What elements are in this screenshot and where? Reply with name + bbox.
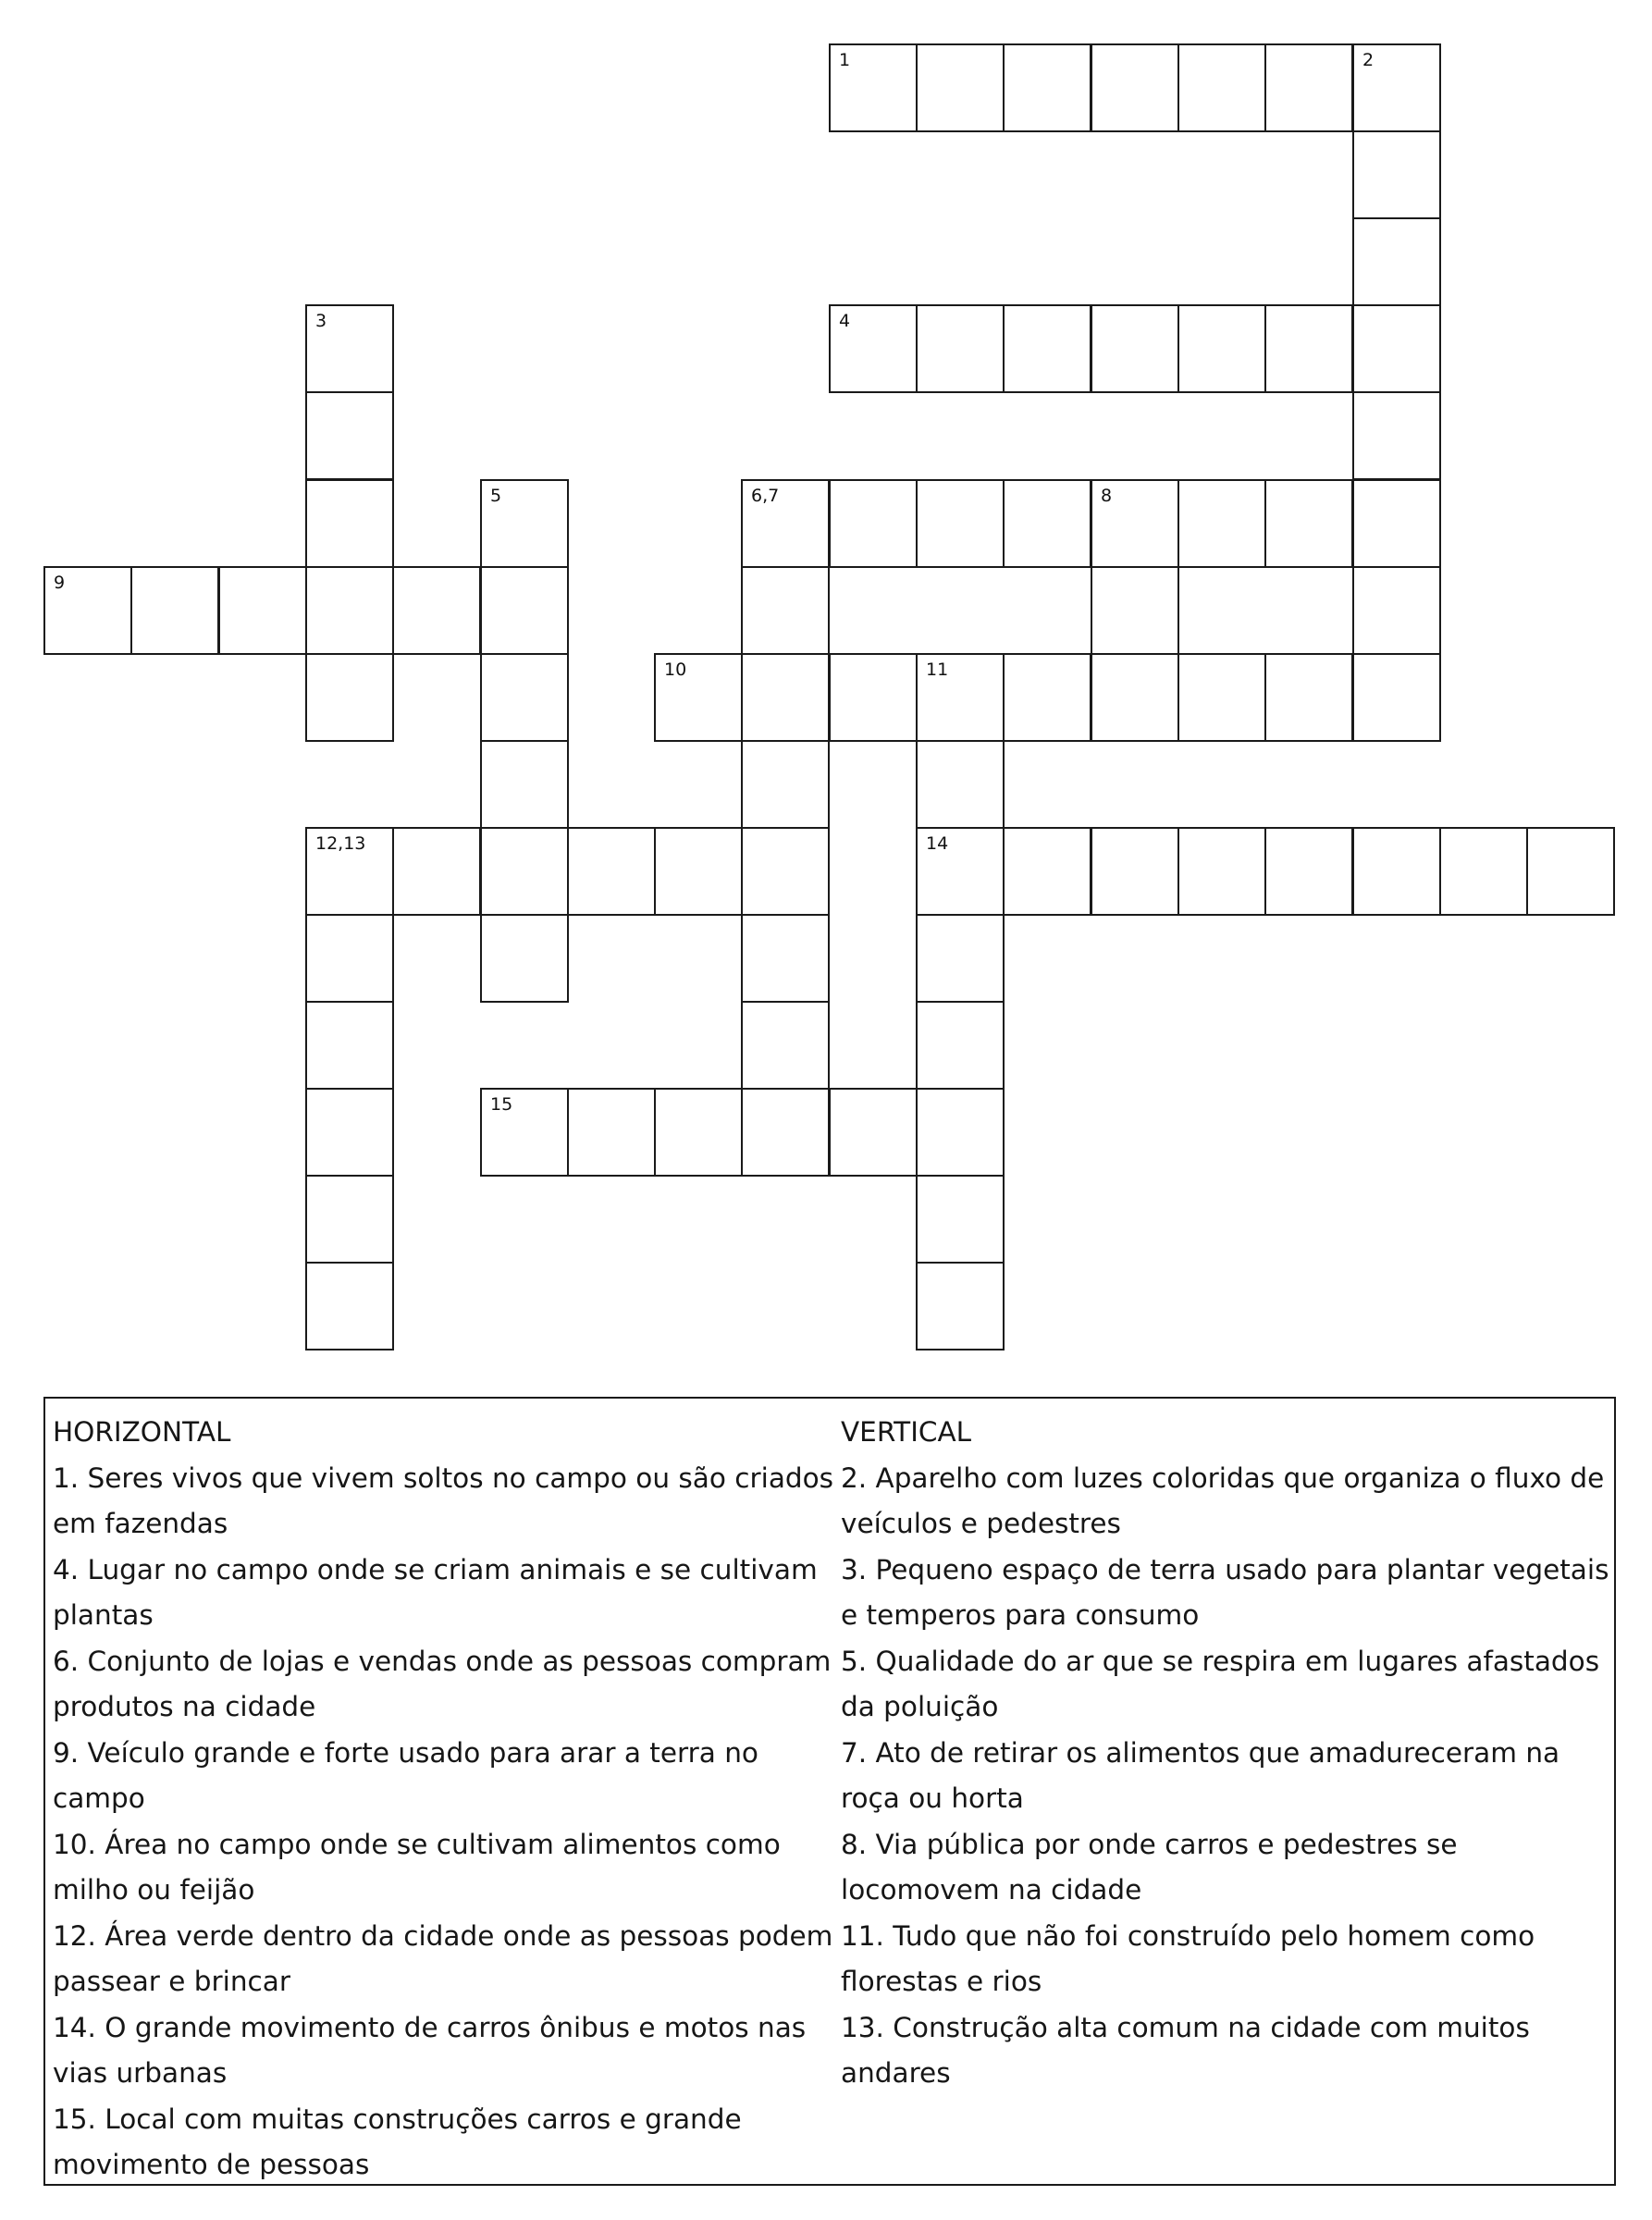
clue-h-10: 10. Área no campo onde se cultivam alimentos como milho ou feijão <box>53 1828 781 1906</box>
grid-cell[interactable] <box>1526 827 1615 916</box>
grid-cell[interactable] <box>1352 130 1441 219</box>
grid-cell[interactable] <box>741 914 830 1003</box>
grid-cell[interactable] <box>1091 566 1179 655</box>
grid-cell[interactable] <box>392 827 481 916</box>
grid-cell[interactable] <box>1091 827 1179 916</box>
grid-cell[interactable] <box>1003 653 1091 742</box>
clue-number: 10 <box>664 660 687 680</box>
grid-cell[interactable] <box>829 653 918 742</box>
grid-cell[interactable] <box>741 653 830 742</box>
grid-cell[interactable] <box>829 479 918 568</box>
grid-cell[interactable] <box>741 1088 830 1177</box>
grid-cell[interactable] <box>1003 43 1091 132</box>
grid-cell[interactable] <box>305 827 394 916</box>
clue-v-3: 3. Pequeno espaço de terra usado para plantar vegetais e temperos para consumo <box>841 1553 1609 1631</box>
grid-cell[interactable] <box>305 653 394 742</box>
grid-cell[interactable] <box>1091 653 1179 742</box>
clue-number: 4 <box>839 311 851 331</box>
vertical-clues <box>841 1410 1613 2097</box>
grid-cell[interactable] <box>1352 304 1441 393</box>
clue-number: 6,7 <box>751 486 780 506</box>
clue-number: 2 <box>1362 50 1375 70</box>
grid-cell[interactable] <box>305 1175 394 1264</box>
clue-number: 14 <box>926 833 949 854</box>
grid-cell[interactable] <box>829 43 918 132</box>
clue-number: 3 <box>315 311 327 331</box>
grid-cell[interactable] <box>1091 479 1179 568</box>
grid-cell[interactable] <box>916 827 1005 916</box>
clues-box <box>43 1397 1616 2186</box>
grid-cell[interactable] <box>1264 653 1353 742</box>
grid-cell[interactable] <box>218 566 307 655</box>
grid-cell[interactable] <box>1003 827 1091 916</box>
clue-h-15: 15. Local com muitas construções carros e grande movimento de pessoas <box>53 2103 742 2180</box>
grid-cell[interactable] <box>654 827 743 916</box>
grid-cell[interactable] <box>916 740 1005 829</box>
grid-cell[interactable] <box>1003 304 1091 393</box>
clue-v-8: 8. Via pública por onde carros e pedestres se locomovem na cidade <box>841 1828 1458 1906</box>
grid-cell[interactable] <box>1352 566 1441 655</box>
grid-cell[interactable] <box>305 566 394 655</box>
clue-number: 15 <box>490 1094 513 1115</box>
grid-cell[interactable] <box>1264 827 1353 916</box>
grid-cell[interactable] <box>916 43 1005 132</box>
clue-h-14: 14. O grande movimento de carros ônibus e motos nas vias urbanas <box>53 2011 807 2089</box>
grid-cell[interactable] <box>1177 653 1266 742</box>
grid-cell[interactable] <box>916 914 1005 1003</box>
grid-cell[interactable] <box>1091 304 1179 393</box>
grid-cell[interactable] <box>480 653 569 742</box>
clue-number: 8 <box>1101 486 1113 506</box>
grid-cell[interactable] <box>1177 304 1266 393</box>
grid-cell[interactable] <box>741 827 830 916</box>
grid-cell[interactable] <box>305 391 394 480</box>
grid-cell[interactable] <box>1264 479 1353 568</box>
clue-h-6: 6. Conjunto de lojas e vendas onde as pessoas compram produtos na cidade <box>53 1645 832 1722</box>
grid-cell[interactable] <box>305 914 394 1003</box>
grid-cell[interactable] <box>480 566 569 655</box>
grid-cell[interactable] <box>654 653 743 742</box>
grid-cell[interactable] <box>1003 479 1091 568</box>
grid-cell[interactable] <box>1352 479 1441 568</box>
grid-cell[interactable] <box>1352 653 1441 742</box>
clue-h-9: 9. Veículo grande e forte usado para arar a terra no campo <box>53 1736 758 1814</box>
clue-v-2: 2. Aparelho com luzes coloridas que organiza o fluxo de veículos e pedestres <box>841 1462 1605 1539</box>
grid-cell[interactable] <box>1177 43 1266 132</box>
grid-cell[interactable] <box>1439 827 1528 916</box>
grid-cell[interactable] <box>1352 43 1441 132</box>
grid-cell[interactable] <box>480 1088 569 1177</box>
grid-cell[interactable] <box>916 479 1005 568</box>
grid-cell[interactable] <box>741 740 830 829</box>
grid-cell[interactable] <box>1352 391 1441 480</box>
clue-v-11: 11. Tudo que não foi construído pelo homem como florestas e rios <box>841 1919 1535 1997</box>
clue-h-4: 4. Lugar no campo onde se criam animais e se cultivam plantas <box>53 1553 818 1631</box>
grid-cell[interactable] <box>1091 43 1179 132</box>
clue-h-12: 12. Área verde dentro da cidade onde as pessoas podem passear e brincar <box>53 1919 833 1997</box>
grid-cell[interactable] <box>1264 43 1353 132</box>
grid-cell[interactable] <box>43 566 132 655</box>
horizontal-title: HORIZONTAL <box>53 1416 231 1448</box>
grid-cell[interactable] <box>1177 479 1266 568</box>
clue-number: 12,13 <box>315 833 366 854</box>
clue-number: 1 <box>839 50 851 70</box>
grid-cell[interactable] <box>305 1088 394 1177</box>
grid-cell[interactable] <box>305 1262 394 1350</box>
grid-cell[interactable] <box>130 566 219 655</box>
grid-cell[interactable] <box>916 304 1005 393</box>
grid-cell[interactable] <box>305 1001 394 1090</box>
grid-cell[interactable] <box>916 1262 1005 1350</box>
grid-cell[interactable] <box>741 566 830 655</box>
clue-v-5: 5. Qualidade do ar que se respira em lugares afastados da poluição <box>841 1645 1600 1722</box>
grid-cell[interactable] <box>1177 827 1266 916</box>
grid-cell[interactable] <box>916 653 1005 742</box>
grid-cell[interactable] <box>305 304 394 393</box>
grid-cell[interactable] <box>741 479 830 568</box>
grid-cell[interactable] <box>480 740 569 829</box>
grid-cell[interactable] <box>392 566 481 655</box>
grid-cell[interactable] <box>916 1001 1005 1090</box>
grid-cell[interactable] <box>1352 827 1441 916</box>
grid-cell[interactable] <box>1352 217 1441 306</box>
grid-cell[interactable] <box>305 479 394 568</box>
clue-number: 11 <box>926 660 949 680</box>
clue-v-13: 13. Construção alta comum na cidade com muitos andares <box>841 2011 1530 2089</box>
clue-number: 5 <box>490 486 502 506</box>
grid-cell[interactable] <box>654 1088 743 1177</box>
grid-cell[interactable] <box>480 914 569 1003</box>
horizontal-clues <box>53 1410 857 2189</box>
clue-number: 9 <box>54 573 66 593</box>
clue-v-7: 7. Ato de retirar os alimentos que amadureceram na roça ou horta <box>841 1736 1560 1814</box>
grid-cell[interactable] <box>916 1088 1005 1177</box>
grid-cell[interactable] <box>741 1001 830 1090</box>
grid-cell[interactable] <box>567 827 656 916</box>
grid-cell[interactable] <box>1264 304 1353 393</box>
grid-cell[interactable] <box>480 827 569 916</box>
grid-cell[interactable] <box>829 1088 918 1177</box>
grid-cell[interactable] <box>916 1175 1005 1264</box>
grid-cell[interactable] <box>567 1088 656 1177</box>
clue-h-1: 1. Seres vivos que vivem soltos no campo ou são criados em fazendas <box>53 1462 834 1539</box>
grid-cell[interactable] <box>480 479 569 568</box>
vertical-title: VERTICAL <box>841 1416 972 1448</box>
grid-cell[interactable] <box>829 304 918 393</box>
